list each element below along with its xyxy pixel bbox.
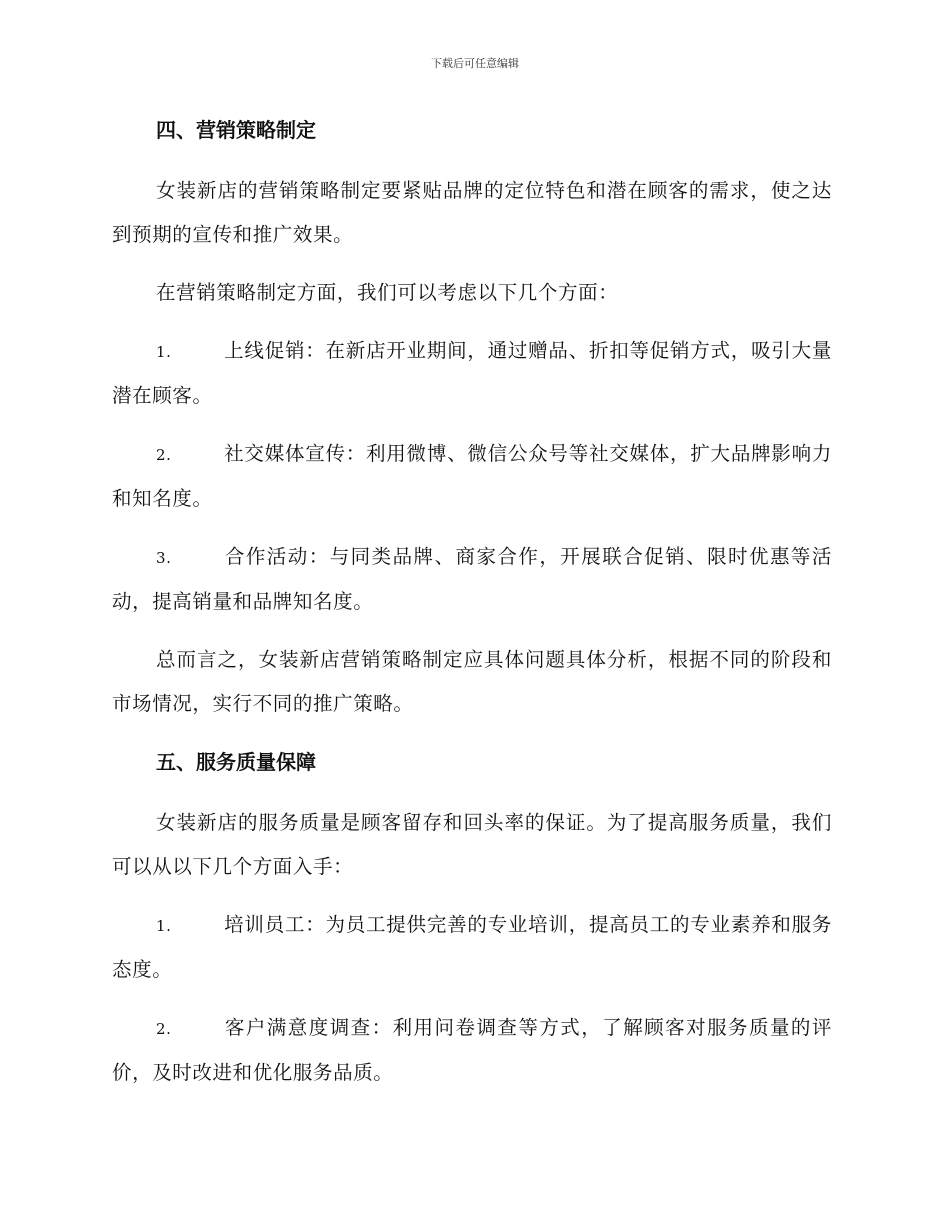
list-item-text: 客户满意度调查：利用问卷调查等方式，了解顾客对服务质量的评价，及时改进和优化服务品质。: [112, 1016, 832, 1084]
header-note: 下载后可任意编辑: [431, 57, 519, 70]
list-item-text: 培训员工：为员工提供完善的专业培训，提高员工的专业素养和服务态度。: [112, 913, 832, 981]
list-number: 2.: [156, 446, 172, 464]
section-heading-marketing: 四、营销策略制定: [156, 118, 316, 142]
list-number: 3.: [156, 549, 172, 567]
list-item-text: 社交媒体宣传：利用微博、微信公众号等社交媒体，扩大品牌影响力和知名度。: [112, 442, 832, 510]
paragraph: 女装新店的营销策略制定要紧贴品牌的定位特色和潜在顾客的需求，使之达到预期的宣传和推广效果。: [112, 179, 832, 246]
paragraph: 总而言之，女装新店营销策略制定应具体问题具体分析，根据不同的阶段和市场情况，实行不同的推广策略。: [112, 648, 832, 715]
section-heading-service: 五、服务质量保障: [156, 750, 316, 774]
list-item-text: 合作活动：与同类品牌、商家合作，开展联合促销、限时优惠等活动，提高销量和品牌知名度。: [112, 545, 832, 613]
list-item: [112, 432, 832, 521]
document-body: [112, 108, 832, 1109]
list-item-text: 上线促销：在新店开业期间，通过赠品、折扣等促销方式，吸引大量潜在顾客。: [112, 339, 832, 407]
paragraph: 女装新店的服务质量是顾客留存和回头率的保证。为了提高服务质量，我们可以从以下几个方面入手：: [112, 811, 832, 878]
list-item: [112, 903, 832, 992]
list-item: [112, 535, 832, 624]
list-item: [112, 1006, 832, 1095]
list-number: 1.: [156, 917, 172, 935]
paragraph: 在营销策略制定方面，我们可以考虑以下几个方面：: [156, 281, 619, 304]
list-number: 1.: [156, 343, 172, 361]
list-number: 2.: [156, 1020, 172, 1038]
list-item: [112, 329, 832, 418]
